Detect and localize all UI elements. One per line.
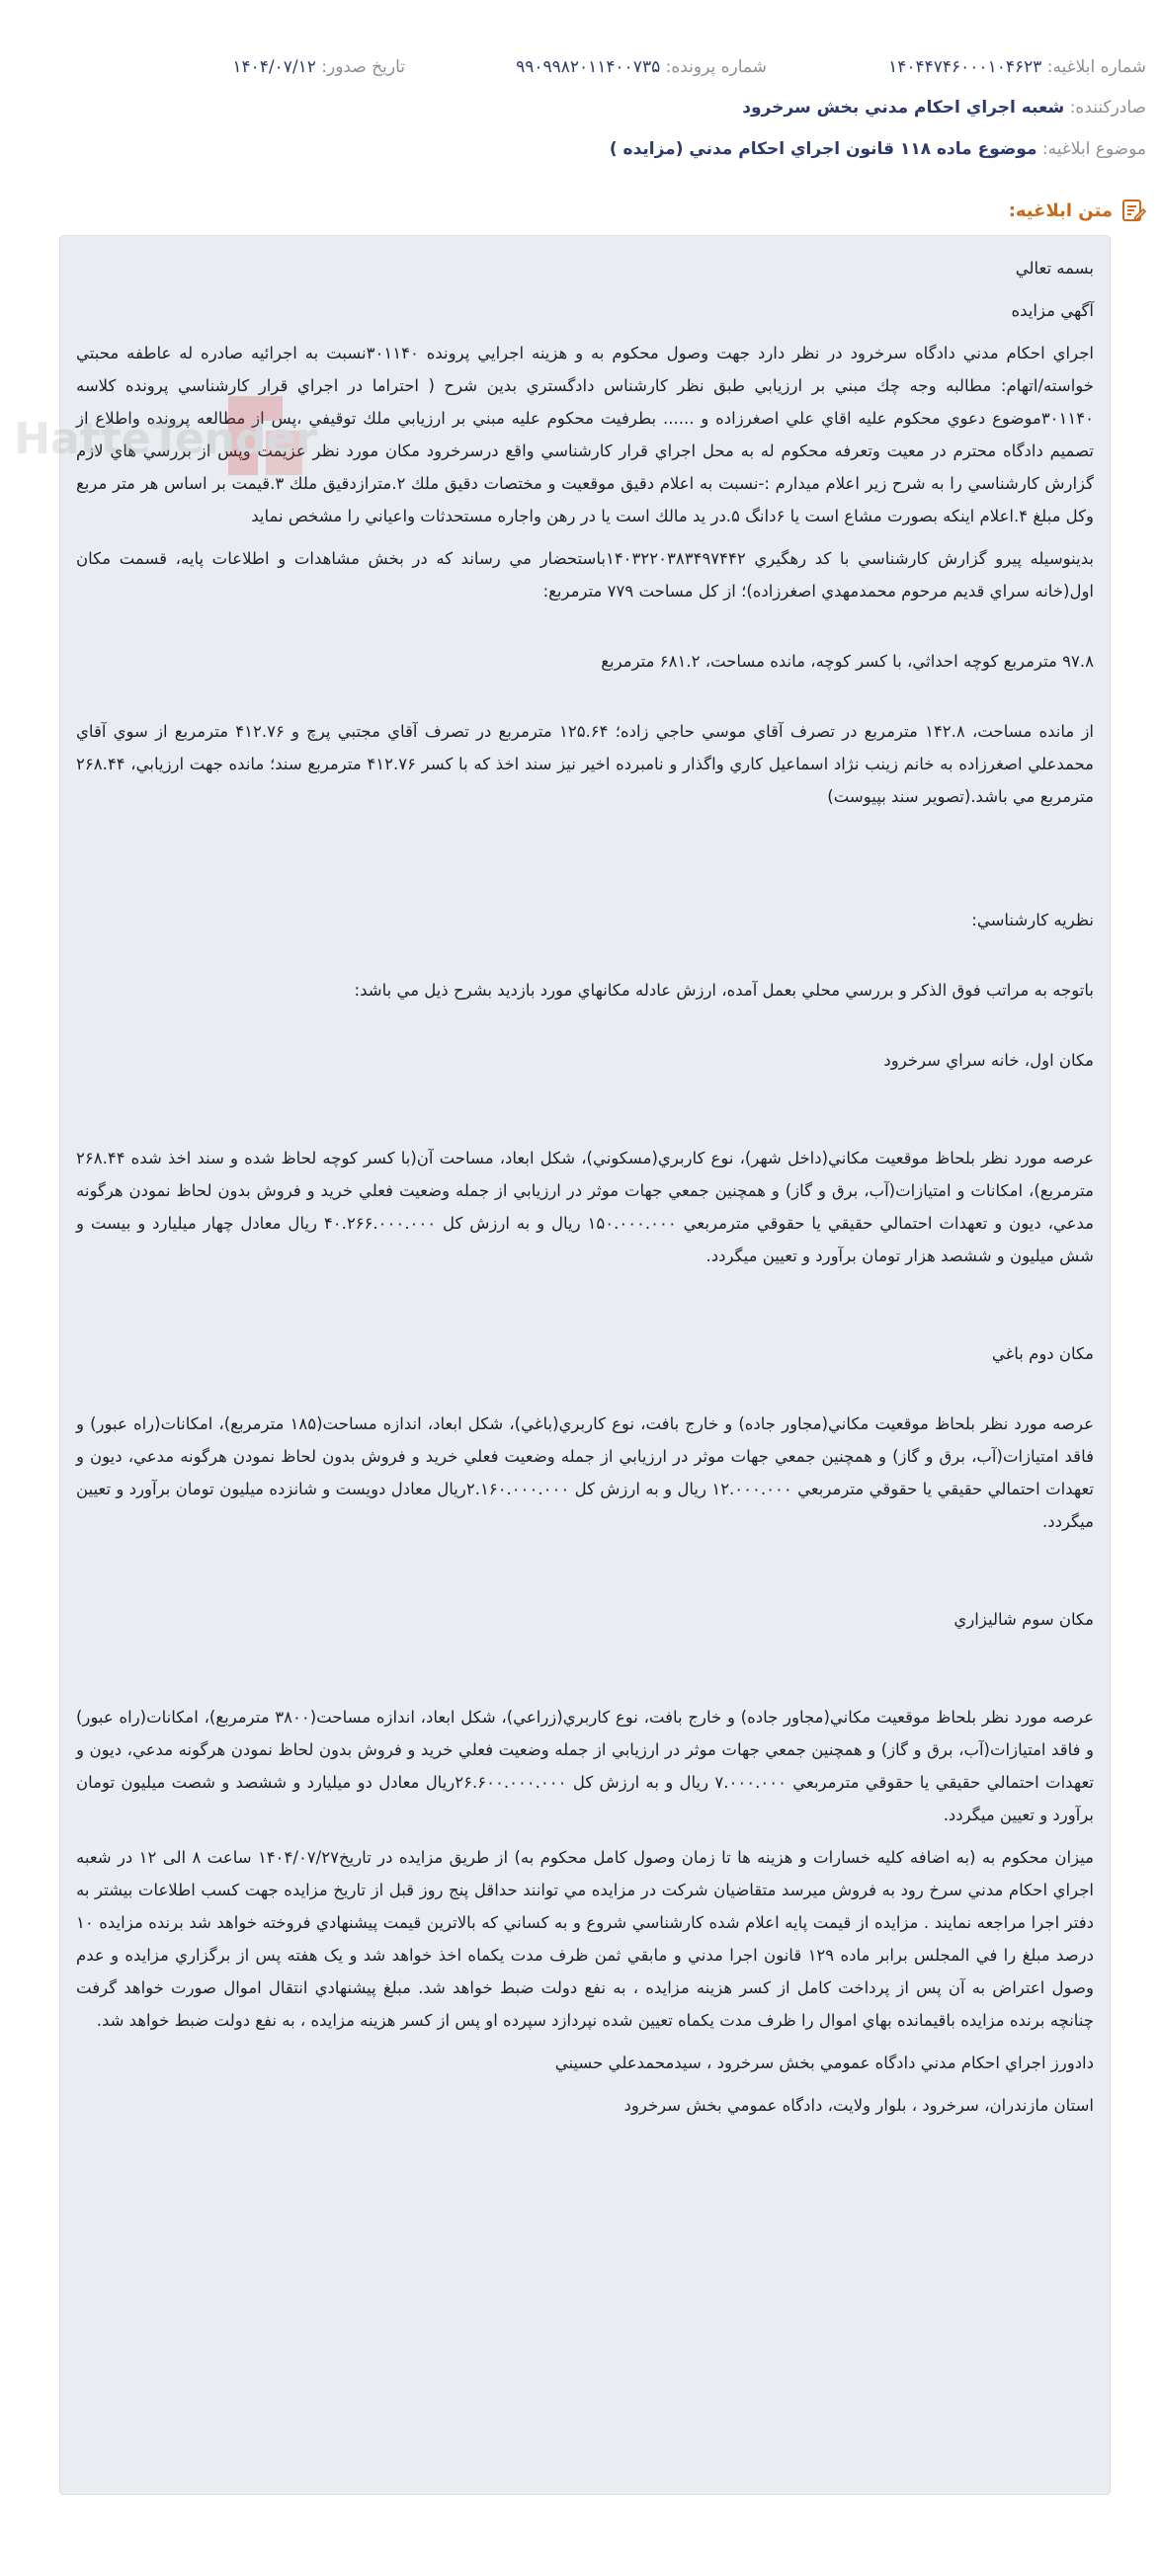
subject-row [610, 137, 1146, 161]
subject-label: موضوع ابلاغيه: [1041, 139, 1146, 159]
notice-number-label: شماره ابلاغيه: [1046, 57, 1146, 77]
remaining-area-paragraph: از مانده مساحت، ۱۴۲.۸ مترمربع در تصرف آقاي موسي حاجي زاده؛ ۱۲۵.۶۴ مترمربع در تصرف آقاي مجتبي پرچ و ۴۱۲.۷۶ مترمربع از سوي آقاي محمدعلي اصغرزاده به خانم زينب نژاد اسماعيل کاري واگذار و نامبرده اخير نيز سند اخذ که با کسر ۴۱۲.۷۶ مترمربع سند؛ مانده جهت ارزيابي، ۲۶۸.۴۴ مترمربع مي باشد.(تصوير سند بپيوست) [76, 722, 1095, 806]
case-number [516, 55, 767, 79]
intro-paragraph: اجراي احکام مدني دادگاه سرخرود در نظر دارد جهت وصول محکوم به و هزينه اجرايي پرونده ۳۰۱۱۴۰نسبت به اجرائيه صادره له عاطفه محبتي خواسته/اتهام: مطالبه وجه چك مبني بر ارزيابي طبق نظر کارشناس دادگستري بدين شرح ( احتراما در اجراي قرار کارشناسي پرونده کلاسه ۳۰۱۱۴۰موضوع دعوي محکوم عليه اقاي علي اصغرزاده و ...... بطرفيت محکوم عليه مبني بر ارزيابي ملك توقيفي ،پس از مطالعه پرونده واطلاع از تصميم دادگاه محترم در معيت وتعرفه محکوم له به محل اجراي قرار کارشناسي واقع درسرخرود مکان مورد نظر عزيمت وپس از بررسي هاي لازم گزارش کارشناسي را به شرح زير اعلام ميدارم :-نسبت به اعلام دقيق موقعيت و مختصات دقيق ملك ۲.مترازدقيق ملك ۳.قيمت بر اساس هر متر مربع وکل مبلغ ۴.اعلام اينکه بصورت مشاع است يا ۶دانگ ۵.در يد مالك است يا در رهن واجاره مستحدثات واعياني را مشخص نمايد [76, 344, 1094, 525]
street-area-line: ۹۷.۸ مترمربع کوچه احداثي، با کسر کوچه، مانده مساحت، ۶۸۱.۲ مترمربع [601, 652, 1094, 671]
auction-heading: آگهي مزايده [1011, 301, 1094, 320]
notice-text-title-label: متن ابلاغيه: [1008, 200, 1113, 221]
issue-date-label: تاريخ صدور: [321, 57, 405, 77]
issuer-label: صادرکننده: [1069, 98, 1146, 118]
expert-opinion-heading: نظريه کارشناسي: [971, 911, 1094, 929]
issue-date-value: ۱۴۰۴/۰۷/۱۲ [232, 57, 316, 77]
valuation-intro: باتوجه به مراتب فوق الذکر و بررسي محلي بعمل آمده، ارزش عادله مکانهاي مورد بازديد بشرح ذيل مي باشد: [354, 981, 1094, 1000]
place-3-description: عرصه مورد نظر بلحاظ موقعيت مکاني(مجاور جاده) و خارج بافت، نوع کاربري(زراعي)، شکل ابعاد، اندازه مساحت(۳۸۰۰ مترمربع)، امکانات(راه عبور) و فاقد امتيازات(آب، برق و گاز) و همچنين جمعي جهات موثر در ارزيابي از جمله وضعيت فعلي خريد و فروش بدون لحاظ نمودن هرگونه مدعي، ديون و تعهدات احتمالي حقيقي يا حقوقي مترمربعي ۷.۰۰۰.۰۰۰ ريال و به ارزش کل ۲۶.۶۰۰.۰۰۰.۰۰۰ريال معادل دو ميليارد و ششصد و شصت ميليون تومان برآورد و تعيين ميگردد. [76, 1708, 1094, 1824]
place-2-heading: مکان دوم باغي [991, 1344, 1094, 1363]
place-2-description: عرصه مورد نظر بلحاظ موقعيت مکاني(مجاور جاده) و خارج بافت، نوع کاربري(باغي)، شکل ابعاد، اندازه مساحت(۱۸۵ مترمربع)، امکانات(راه عبور) و فاقد امتيازات(آب، برق و گاز) و همچنين جمعي جهات موثر در ارزيابي از جمله وضعيت فعلي خريد و فروش بدون لحاظ نمودن هرگونه مدعي، ديون و تعهدات احتمالي حقيقي يا حقوقي مترمربعي ۱۲.۰۰۰.۰۰۰ ريال و به ارزش کل ۲.۱۶۰.۰۰۰.۰۰۰ريال معادل دويست و شانزده ميليون تومان برآورد و تعيين ميگردد. [76, 1414, 1094, 1531]
issuer-row [742, 96, 1146, 120]
auction-terms-paragraph: ميزان محکوم به (به اضافه کليه خسارات و هزينه ها تا زمان وصول کامل محکوم به) از طريق مزايده در تاريخ۱۴۰۴/۰۷/۲۷ ساعت ۸ الی ۱۲ در شعبه اجراي احکام مدني سرخ رود به فروش ميرسد متقاضيان شرکت در مزايده مي توانند حداقل پنج روز قبل از تاريخ مزايده جهت کسب اطلاعات بيشتر به دفتر اجرا مراجعه نمايند . مزايده از قيمت پايه اعلام شده کارشناسي شروع و به کساني که بالاترين قيمت پيشنهادي فروخته خواهد شد برنده مزايده ۱۰ درصد مبلغ را في المجلس برابر ماده ۱۲۹ قانون اجرا مدني و مابقي ثمن ظرف مدت يکماه اخذ خواهد شد و يک هفته پس از برگزاري مزايده و عدم وصول اعتراض به آن پس از پرداخت کامل از کسر هزينه مزايده ، به نفع دولت ضبط خواهد شد. مبلغ پيشنهادي انتقال اموال صورت خواهد گرفت چنانچه برنده مزايده باقيمانده بهاي اموال را ظرف مدت يکماه تعيين شده نپردازد سپرده او پس از کسر هزينه مزايده ، به نفع دولت ضبط خواهد شد. [76, 1848, 1094, 2030]
notice-number [888, 55, 1146, 79]
court-address: استان مازندران، سرخرود ، بلوار ولايت، دادگاه عمومي بخش سرخرود [623, 2096, 1094, 2115]
place-1-heading: مکان اول، خانه سراي سرخرود [883, 1051, 1094, 1070]
notice-number-value: ۱۴۰۴۴۷۴۶۰۰۰۱۰۴۶۲۳ [888, 57, 1042, 77]
report-paragraph: بدينوسيله پيرو گزارش کارشناسي با کد رهگيري ۱۴۰۳۲۲۰۳۸۳۴۹۷۴۴۲باستحضار مي رساند که در بخش مشاهدات و اطلاعات پايه، قسمت مکان اول(خانه سراي قديم مرحوم محمدمهدي اصغرزاده)؛ از کل مساحت ۷۷۹ مترمربع: [76, 549, 1094, 601]
notice-content-box [14, 235, 1111, 2495]
svg-text:HatteTender: HatteTender [14, 414, 317, 464]
subject-value: موضوع ماده ۱۱۸ قانون اجراي احکام مدني (مزايده ) [609, 139, 1037, 159]
place-3-heading: مکان سوم شاليزاري [953, 1610, 1094, 1629]
case-number-value: ۹۹۰۹۹۸۲۰۱۱۴۰۰۷۳۵ [516, 57, 661, 77]
case-number-label: شماره پرونده: [665, 57, 767, 77]
document-edit-icon [1120, 198, 1146, 223]
place-1-description: عرصه مورد نظر بلحاظ موقعيت مکاني(داخل شهر)، نوع کاربري(مسکوني)، شکل ابعاد، مساحت آن(با کسر کوچه لحاظ شده و سند اخذ شده ۲۶۸.۴۴ مترمربع)، امکانات و امتيازات(آب، برق و گاز) و همچنين جمعي جهات موثر در ارزيابي از جمله وضعيت فعلي خريد و فروش بدون لحاظ نمودن هرگونه مدعي، ديون و تعهدات احتمالي حقيقي يا حقوقي مترمربعي ۱۵۰.۰۰۰.۰۰۰ ريال و به ارزش کل ۴۰.۲۶۶.۰۰۰.۰۰۰ ريال معادل چهار ميليارد و بيست و شش ميليون و ششصد هزار تومان برآورد و تعيين ميگردد. [76, 1149, 1094, 1265]
header-numbers-row [12, 55, 1160, 79]
issuer-value: شعبه اجراي احکام مدني بخش سرخرود [742, 98, 1065, 118]
bailiff-signature: دادورز اجراي احکام مدني دادگاه عمومي بخش سرخرود ، سيدمحمدعلي حسيني [554, 2053, 1094, 2072]
notice-text-title [1009, 198, 1146, 223]
issue-date [232, 55, 405, 79]
basmala: بسمه تعالي [1015, 259, 1094, 278]
